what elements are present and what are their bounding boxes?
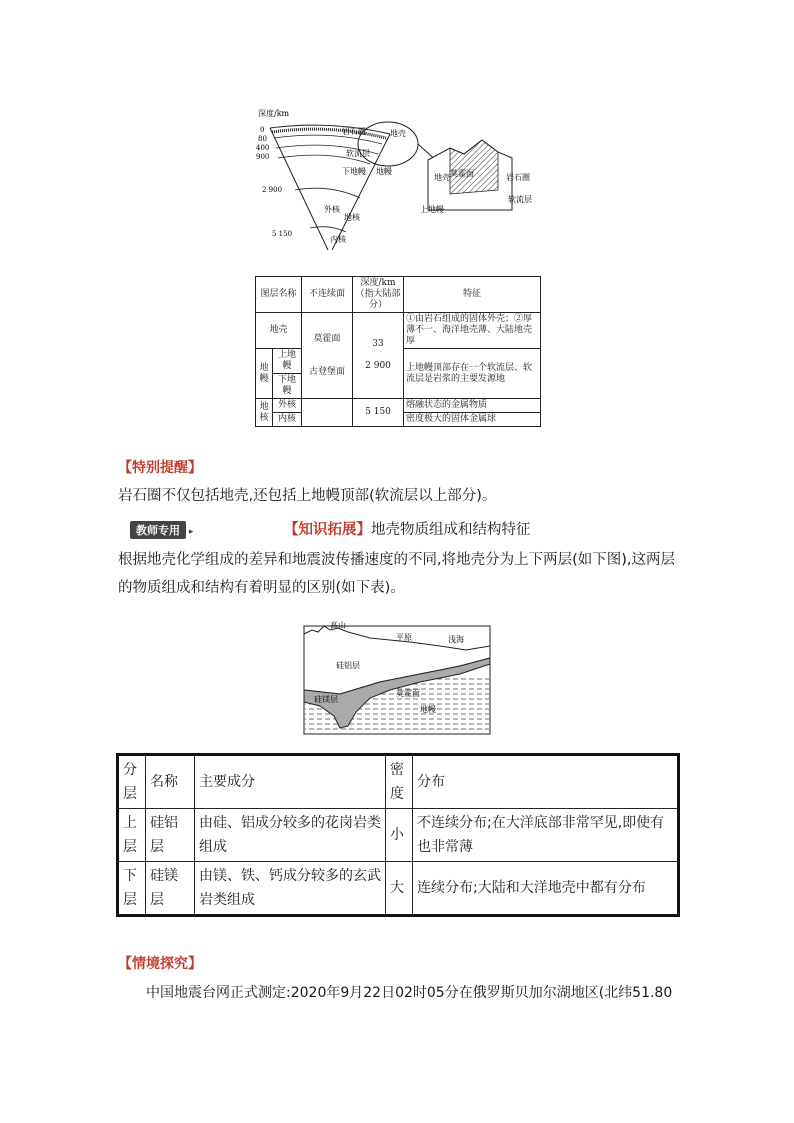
diagram-label: 硅镁层: [314, 695, 338, 704]
table-cell: 33 2 900: [353, 313, 404, 399]
table-cell: 上地幔顶部存在一个软流层、软流层是岩浆的主要发源地: [404, 349, 541, 399]
knowledge-heading: 【知识拓展】地壳物质组成和结构特征: [284, 522, 531, 538]
table-cell: 密度极大的固体金属球: [404, 413, 541, 427]
table-cell: 上地幔: [273, 349, 302, 374]
diagram-label: 莫霍面: [396, 689, 420, 698]
layer-label: 岩石圈: [342, 127, 366, 136]
crust-layers-diagram: [300, 616, 495, 738]
earth-layers-table: [255, 276, 541, 427]
table-header: 深度/km（指大陆部分）: [353, 277, 404, 313]
scenario-heading: 【情境探究】: [118, 956, 202, 972]
table-cell: 连续分布;大陆和大洋地壳中都有分布: [413, 862, 679, 916]
depth-tick: 900: [256, 153, 270, 161]
table-cell: 不连续分布;在大洋底部非常罕见,即使有也非常薄: [413, 809, 679, 862]
table-header: 特征: [404, 277, 541, 313]
layer-label: 下地幔: [342, 167, 366, 176]
depth-tick: 0: [260, 126, 265, 134]
depth-tick: 5 150: [272, 230, 293, 238]
table-cell: 由硅、铝成分较多的花岗岩类组成: [195, 809, 386, 862]
zoom-label: 软流层: [508, 195, 532, 204]
earth-interior-diagram: [250, 100, 550, 268]
table-header: 分层: [118, 755, 146, 809]
table-cell: 外核: [273, 399, 302, 413]
table-cell: 熔融状态的金属物质: [404, 399, 541, 413]
diagram-label: 高山: [330, 621, 346, 630]
depth-tick: 2 900: [262, 186, 283, 194]
zoom-label: 上地幔: [420, 205, 444, 214]
layer-label: 地壳: [390, 129, 406, 138]
special-note-text: 岩石圈不仅包括地壳,还包括上地幔顶部(软流层以上部分)。: [118, 488, 497, 504]
layer-label: 内核: [330, 235, 346, 244]
table-cell: 上层: [118, 809, 146, 862]
knowledge-paragraph: 根据地壳化学组成的差异和地震波传播速度的不同,将地壳分为上下两层(如下图),这两层 的物质组成和结构有着明显的区别(如下表)。: [118, 552, 676, 596]
teacher-badge: 教师专用 ▸: [130, 519, 193, 539]
table-cell: ①由岩石组成的固体外壳；②厚薄不一、海洋地壳薄、大陆地壳厚: [404, 313, 541, 349]
table-cell: 莫霍面 古登堡面: [302, 313, 353, 399]
table-header: 主要成分: [195, 755, 386, 809]
table-header: 不连续面: [302, 277, 353, 313]
table-header: 分布: [413, 755, 679, 809]
zoom-label: 岩石圈: [506, 173, 530, 182]
zoom-label: 莫霍面: [450, 169, 474, 178]
depth-tick: 400: [256, 144, 270, 152]
depth-tick: 80: [258, 135, 267, 143]
table-cell: 由镁、铁、钙成分较多的玄武岩类组成: [195, 862, 386, 916]
crust-composition-table: [116, 753, 680, 917]
diagram-label: 平原: [396, 633, 412, 642]
layer-label: 外核: [324, 205, 340, 214]
table-cell: 5 150: [353, 399, 404, 427]
layer-label: 地核: [344, 213, 360, 222]
special-note-heading: 【特别提醒】: [118, 460, 202, 476]
depth-axis-label: 深度/km: [258, 109, 290, 118]
table-cell: 大: [386, 862, 413, 916]
table-cell: 硅镁层: [146, 862, 195, 916]
zoom-label: 地壳: [434, 173, 450, 182]
table-cell: 地壳: [256, 313, 302, 349]
layer-label: 地幔: [376, 167, 392, 176]
table-header: 名称: [146, 755, 195, 809]
table-cell: 硅铝层: [146, 809, 195, 862]
diagram-label: 硅铝层: [336, 661, 360, 670]
table-cell: 下层: [118, 862, 146, 916]
layer-label: 软流层: [346, 149, 370, 158]
scenario-text: 中国地震台网正式测定:2020年9月22日02时05分在俄罗斯贝加尔湖地区(北纬51.80: [146, 985, 673, 1001]
table-header: 密度: [386, 755, 413, 809]
diagram-label: 地幔: [420, 705, 436, 714]
diagram-label: 浅海: [448, 635, 464, 644]
table-cell: 小: [386, 809, 413, 862]
table-cell: 地幔: [256, 349, 273, 399]
table-cell: 内核: [273, 413, 302, 427]
table-cell: 地核: [256, 399, 273, 427]
table-cell: 下地幔: [273, 374, 302, 399]
table-header: 图层名称: [256, 277, 302, 313]
